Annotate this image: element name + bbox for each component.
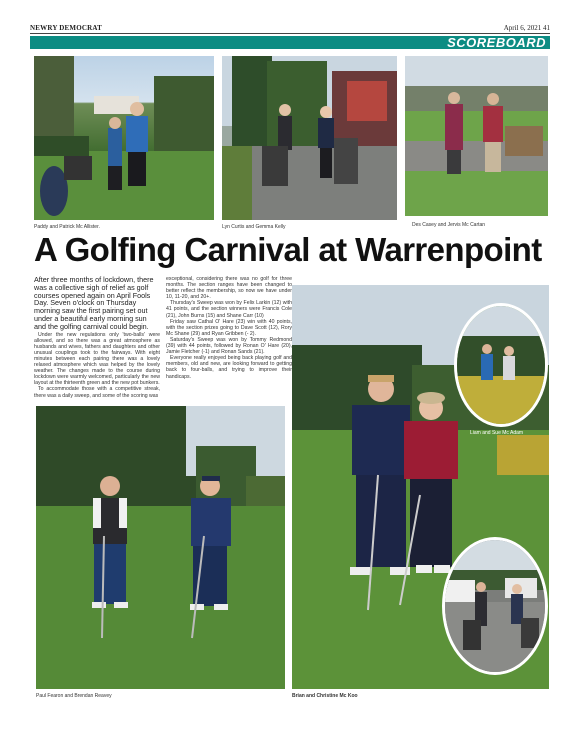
article-paragraph: exceptional, considering there was no golf for three months. The section ranges have been changed to better reflect the membership, so now we have under 10, 11-20, and 20+. [166,276,292,301]
masthead-rule [30,33,550,34]
article-headline: A Golfing Carnival at Warrenpoint [34,231,542,268]
inset-caption: Liam and Sue Mc Adam [470,430,524,436]
photo-mc-allister [34,56,214,220]
article-paragraph: To accommodate those with a competitive streak, there was a daily sweep, and some of the scoring was [34,386,160,399]
article-paragraph: Under the new regulations only 'two-balls' were allowed, and so there was a great atmosphere as husbands and wives, fathers and daughters and other unusual couplings took to the fairways. With eight minutes between each pairing there was a lovely relaxed atmosphere which was helped by the lovely weather. The changes made to the course during lockdown were warmly welcomed, particularly the new layout at the thirteenth green and the new pot bunkers. [34,331,160,387]
article-column-2 [166,276,292,380]
photo-curtis-kelly-scene [222,56,397,220]
photo-mc-koo [292,285,549,689]
article-paragraph: Thursday's Sweep was won by Felix Larkin (12) with 41 points, and the section winners were Francis Cole (21), John Burns (15) and Shane Carr (10) [166,300,292,319]
section-banner [30,36,550,49]
article-lead: After three months of lockdown, there was a collective sigh of relief as golf courses opened again on April Fools Day. Seven o'clock on Thursday morning saw the first pairing set out under a beautiful early morning sun and the golfing carnival could begin. [34,275,154,331]
inset-photo-mc-adam [454,303,548,427]
photo-casey-mc-cartan [405,56,548,216]
inset-photo-mc-adam-scene [457,306,545,424]
inset-photo-car-park-scene [445,540,545,672]
caption-photo-1: Paddy and Patrick Mc Allister. [34,224,100,230]
caption-photo-3: Des Casey and Jervis Mc Cartan [412,222,486,228]
inset-photo-car-park [442,537,548,675]
section-title: SCOREBOARD [447,35,546,50]
caption-photo-5: Brian and Christine Mc Koo [292,693,358,699]
photo-fearon-reavey [36,406,285,689]
photo-curtis-kelly [222,56,397,220]
date-page-number: April 6, 2021 41 [503,24,550,32]
article-paragraph: Friday saw Cathal O' Hare (23) win with 40 points, with the section prizes going to Dave Scott (12), Rory Mc Shane (29) and Ryan Gribben (- 2). [166,318,292,337]
newspaper-name: NEWRY DEMOCRAT [30,24,102,32]
article-column-1 [34,276,160,399]
photo-mc-allister-scene [34,56,214,220]
photo-fearon-reavey-scene [36,406,285,689]
article-paragraph: Everyone really enjoyed being back playing golf and members, old and new, are looking forward to getting back to four-balls, and trying to improve their handicaps. [166,355,292,380]
caption-photo-4: Paul Fearon and Brendan Reavey [36,693,112,699]
photo-casey-mc-cartan-scene [405,56,548,216]
article-paragraph: Saturday's Sweep was won by Tommy Redmond (39) with 44 points, followed by Ronan O' Hare (20), Jamie Fletcher (-1) and Ronan Sands (21). [166,336,292,356]
caption-photo-2: Lyn Curtis and Gemma Kelly [222,224,286,230]
